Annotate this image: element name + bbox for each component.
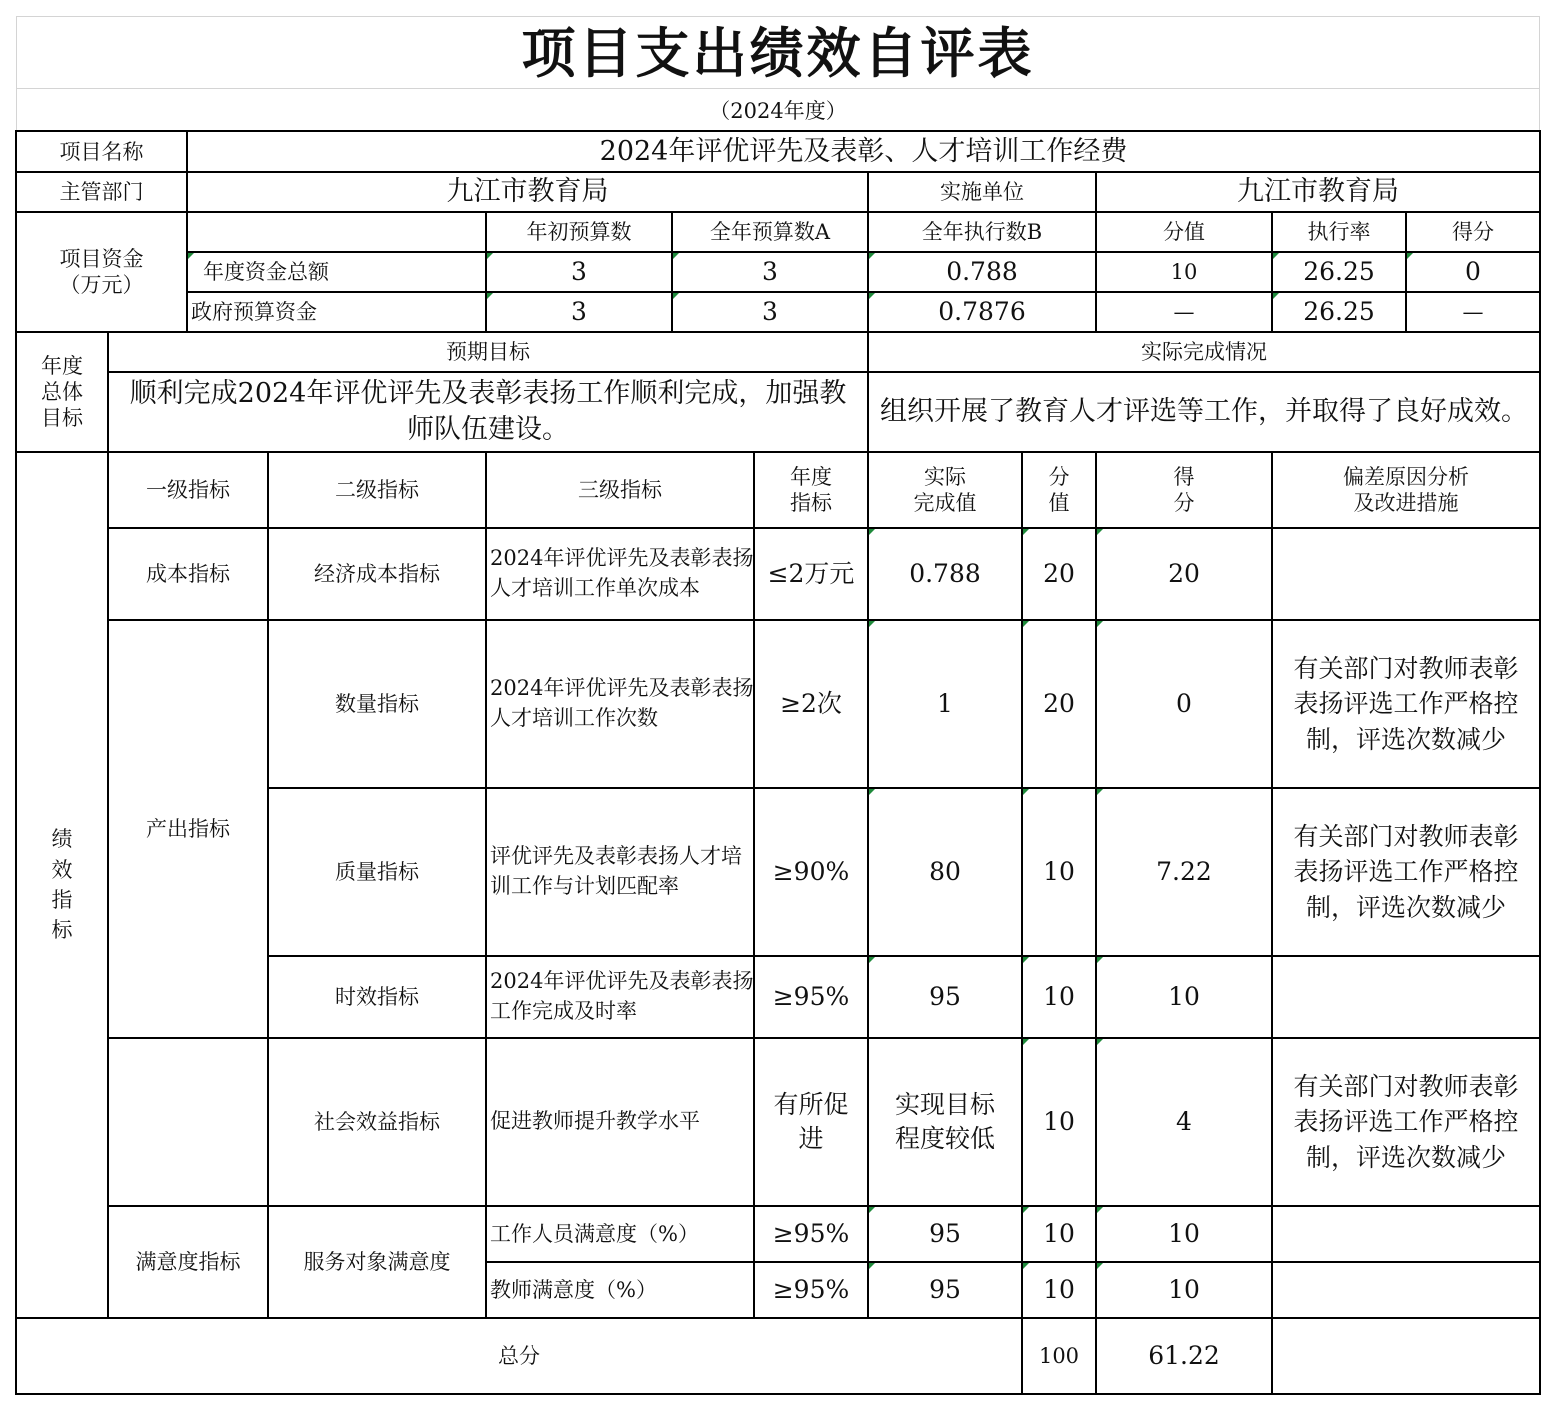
border-line (867, 171, 869, 332)
level2-social: 社会效益指标 (314, 1109, 440, 1134)
annual-social: 有所促进 (773, 1089, 849, 1153)
col-level1: 一级指标 (146, 477, 230, 502)
level2-quantity: 数量指标 (335, 691, 419, 716)
border-line (1021, 451, 1023, 1395)
border-line (16, 171, 1541, 173)
total-points-value: 100 (1038, 1343, 1080, 1368)
exec-rate-header: 执行率 (1307, 219, 1371, 244)
border-line (268, 955, 1541, 957)
border-line (1095, 171, 1097, 332)
border-line (16, 1393, 1541, 1395)
actual-staff-satisfaction: 95 (868, 1206, 1022, 1262)
actual-social: 实现目标程度较低 (894, 1089, 995, 1153)
impl-unit-value: 九江市教育局 (1237, 176, 1399, 208)
gov-funds-label: 政府预算资金 (191, 299, 317, 324)
border-line (108, 527, 1541, 529)
group-satisfaction: 满意度指标 (135, 1249, 241, 1274)
col-score: 得 分 (1173, 464, 1195, 515)
actual-teacher-satisfaction: 95 (868, 1262, 1022, 1318)
border-line (16, 211, 1541, 213)
actual-cost: 0.788 (868, 528, 1022, 620)
score-quality: 7.22 (1096, 788, 1272, 956)
col-level2: 二级指标 (335, 477, 419, 502)
points-quantity: 20 (1022, 620, 1096, 788)
total-points: 10 (1170, 259, 1198, 284)
border-line (671, 211, 673, 332)
points-quality: 10 (1022, 788, 1096, 956)
level3-social: 促进教师提升教学水平 (490, 1109, 700, 1134)
level2-quality: 质量指标 (335, 859, 419, 884)
level3-quality: 评优评先及表彰表扬人才培训工作与计划匹配率 (490, 844, 742, 898)
reason-cost (1272, 528, 1540, 620)
score-social: 4 (1096, 1038, 1272, 1206)
border-line (1271, 211, 1273, 332)
annual-cost: ≤2万元 (767, 559, 855, 589)
border-line (1405, 211, 1407, 332)
total-initial: 3 (486, 252, 672, 292)
group-output: 产出指标 (146, 817, 230, 841)
border-line (108, 1037, 1541, 1039)
gov-score: — (1462, 299, 1484, 324)
border-line (108, 619, 1541, 621)
col-reason: 偏差原因分析 及改进措施 (1343, 464, 1469, 515)
total-exec: 0.788 (868, 252, 1096, 292)
border-line (16, 331, 1541, 333)
actual-quality: 80 (868, 788, 1022, 956)
total-annual: 3 (672, 252, 868, 292)
border-line (485, 211, 487, 332)
group-cost: 成本指标 (146, 561, 230, 586)
border-line (187, 291, 1541, 293)
border-line (867, 451, 869, 1318)
level2-timeliness: 时效指标 (335, 984, 419, 1009)
points-timeliness: 10 (1022, 956, 1096, 1038)
total-label: 总分 (498, 1343, 540, 1368)
score-header: 得分 (1452, 219, 1494, 244)
reason-staff-satisfaction (1272, 1206, 1540, 1262)
reason-quality: 有关部门对教师表彰表扬评选工作严格控制，评选次数减少 (1293, 821, 1519, 922)
total-score: 0 (1406, 252, 1540, 292)
border-line (107, 331, 109, 1318)
border-line (1095, 451, 1097, 1395)
page-title: 项目支出绩效自评表 (521, 21, 1035, 86)
border-line (16, 130, 1541, 132)
reason-timeliness (1272, 956, 1540, 1038)
level3-staff-satisfaction: 工作人员满意度（%） (490, 1221, 699, 1246)
gov-rate: 26.25 (1272, 292, 1406, 332)
score-timeliness: 10 (1096, 956, 1272, 1038)
score-value-header: 分值 (1163, 219, 1205, 244)
score-teacher-satisfaction: 10 (1096, 1262, 1272, 1318)
border-line (485, 451, 487, 1318)
gov-points: — (1173, 299, 1195, 324)
actual-status-text: 组织开展了教育人才评选等工作，并取得了良好成效。 (880, 395, 1528, 427)
border-line (108, 371, 1541, 373)
total-reason-value (1272, 1318, 1540, 1394)
score-cost: 20 (1096, 528, 1272, 620)
gov-annual: 3 (672, 292, 868, 332)
border-line (186, 130, 188, 332)
border-line (187, 251, 1541, 253)
level3-timeliness: 2024年评优评先及表彰表扬工作完成及时率 (490, 969, 754, 1023)
col-points: 分 值 (1048, 464, 1070, 515)
annual-timeliness: ≥95% (772, 982, 850, 1012)
points-cost: 20 (1022, 528, 1096, 620)
funds-label: 项目资金 （万元） (59, 246, 144, 297)
year-label: （2024年度） (709, 98, 847, 123)
points-teacher-satisfaction: 10 (1022, 1262, 1096, 1318)
level3-cost: 2024年评优评先及表彰表扬人才培训工作单次成本 (490, 546, 754, 600)
total-score-value: 61.22 (1148, 1341, 1220, 1371)
border-line (486, 1261, 1541, 1263)
gov-exec: 0.7876 (868, 292, 1096, 332)
annual-budget-header: 全年预算数A (709, 219, 831, 244)
border-line (1271, 451, 1273, 1395)
dept-value: 九江市教育局 (446, 176, 609, 208)
initial-budget-header: 年初预算数 (526, 219, 632, 244)
border-line (867, 331, 869, 452)
border-line (1539, 130, 1541, 1395)
score-staff-satisfaction: 10 (1096, 1206, 1272, 1262)
total-rate: 26.25 (1272, 252, 1406, 292)
total-funds-label: 年度资金总额 (187, 252, 486, 292)
annual-quality: ≥90% (772, 857, 850, 887)
dept-label: 主管部门 (59, 179, 144, 204)
border-line (268, 787, 1541, 789)
actual-timeliness: 95 (868, 956, 1022, 1038)
col-level3: 三级指标 (578, 477, 662, 502)
points-staff-satisfaction: 10 (1022, 1206, 1096, 1262)
actual-quantity: 1 (868, 620, 1022, 788)
border-line (108, 1205, 1541, 1207)
project-name-label: 项目名称 (59, 139, 144, 164)
col-actual: 实际 完成值 (913, 464, 977, 515)
actual-status-header: 实际完成情况 (1141, 339, 1267, 364)
border-line (16, 1317, 1541, 1319)
border-line (267, 451, 269, 1318)
grid-line (16, 16, 1540, 17)
level2-cost: 经济成本指标 (314, 561, 440, 586)
level2-satisfaction: 服务对象满意度 (303, 1249, 451, 1274)
border-line (753, 451, 755, 1318)
points-social: 10 (1022, 1038, 1096, 1206)
impl-unit-label: 实施单位 (940, 179, 1024, 204)
level3-quantity: 2024年评优评先及表彰表扬人才培训工作次数 (490, 676, 754, 730)
reason-quantity: 有关部门对教师表彰表扬评选工作严格控制，评选次数减少 (1293, 653, 1519, 754)
level3-teacher-satisfaction: 教师满意度（%） (490, 1277, 657, 1302)
group-effect (108, 1038, 268, 1206)
border-line (15, 130, 17, 1395)
expected-goal-header: 预期目标 (446, 339, 530, 364)
annual-staff-satisfaction: ≥95% (772, 1219, 850, 1249)
annual-quantity: ≥2次 (780, 689, 842, 719)
annual-exec-header: 全年执行数B (921, 219, 1043, 244)
reason-social: 有关部门对教师表彰表扬评选工作严格控制，评选次数减少 (1293, 1071, 1519, 1172)
project-name-value: 2024年评优评先及表彰、人才培训工作经费 (599, 136, 1128, 168)
gov-initial: 3 (486, 292, 672, 332)
expected-goal-text: 顺利完成2024年评优评先及表彰表扬工作顺利完成，加强教师队伍建设。 (129, 377, 847, 445)
perf-label: 绩 效 指 标 (51, 827, 73, 943)
annual-teacher-satisfaction: ≥95% (772, 1275, 850, 1305)
annual-goal-label: 年度 总体 目标 (41, 353, 83, 431)
score-quantity: 0 (1096, 620, 1272, 788)
border-line (16, 451, 1541, 453)
col-annual: 年度 指标 (790, 464, 832, 515)
reason-teacher-satisfaction (1272, 1262, 1540, 1318)
